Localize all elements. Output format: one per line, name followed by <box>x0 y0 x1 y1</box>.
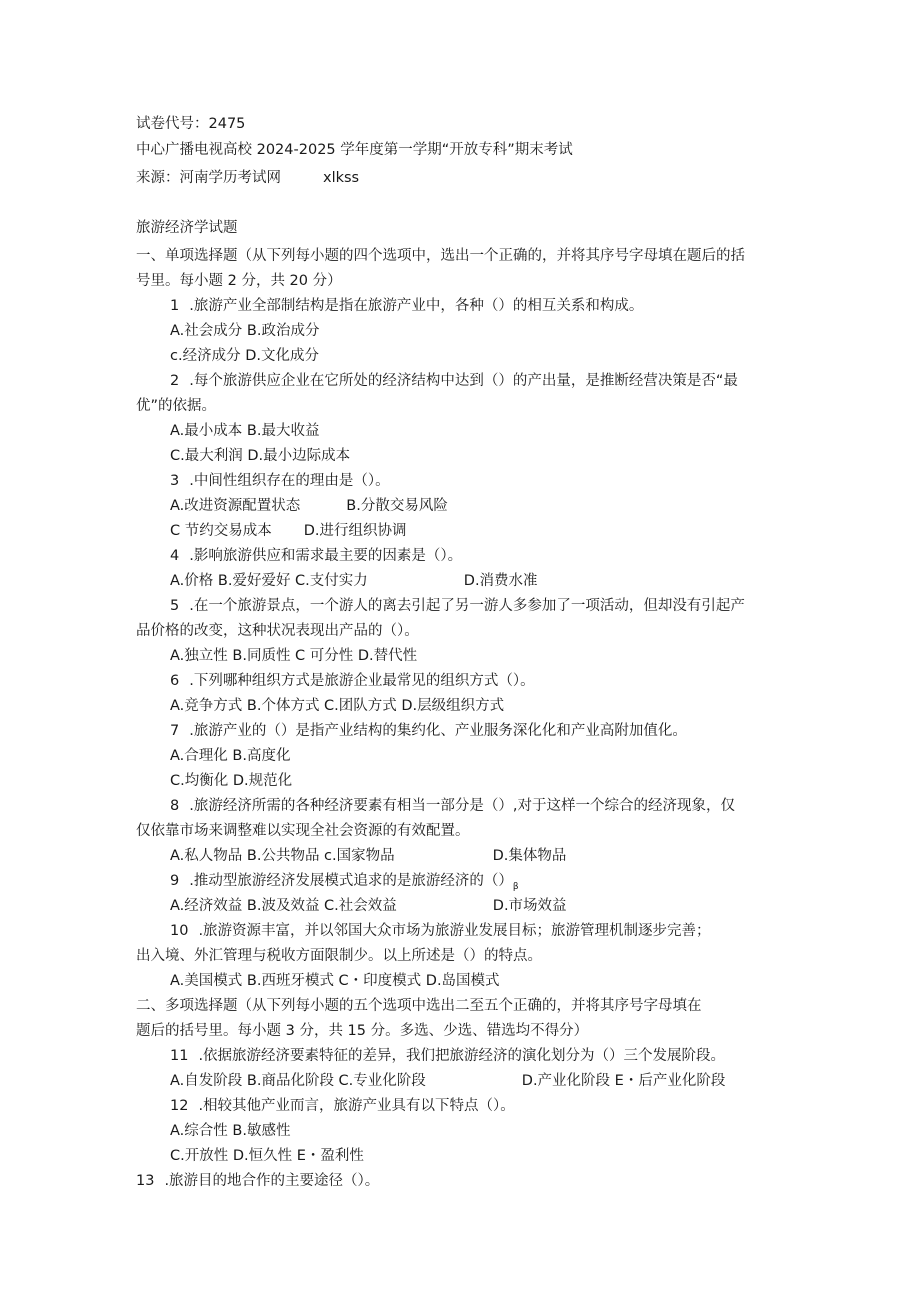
options-3a: A.改进资源配置状态 B.分散交易风险 <box>170 498 448 514</box>
paper-code: 试卷代号：2475 <box>136 116 246 132</box>
question-13: 13 .旅游目的地合作的主要途径（）。 <box>136 1173 380 1189</box>
question-9: 9 .推动型旅游经济发展模式追求的是旅游经济的$()_\beta$ <box>170 873 519 892</box>
options-3b: C 节约交易成本 D.进行组织协调 <box>170 523 407 539</box>
question-2-cont: 优”的依据。 <box>136 398 217 414</box>
source-label: 来源：河南学历考试网 <box>136 170 281 186</box>
question-8-cont: 仅依靠市场来调整难以实现全社会资源的有效配置。 <box>136 823 470 839</box>
question-6: 6 .下列哪种组织方式是旅游企业最常见的组织方式（）。 <box>170 673 535 689</box>
options-5: A.独立性 B.同质性 C 可分性 D.替代性 <box>170 648 418 664</box>
exam-title: 中心广播电视高校 2024-2025 学年度第一学期“开放专科”期末考试 <box>136 142 573 158</box>
options-1a: A.社会成分 B.政治成分 <box>170 323 320 339</box>
section2-heading-line1: 二、多项选择题（从下列每小题的五个选项中选出二至五个正确的，并将其序号字母填在 <box>136 998 702 1014</box>
options-2a: A.最小成本 B.最大收益 <box>170 423 320 439</box>
section2-heading-line2: 题后的括号里。每小题 3 分，共 15 分。多选、少选、错选均不得分） <box>136 1023 589 1039</box>
options-12a: A.综合性 B.敏感性 <box>170 1123 291 1139</box>
question-3: 3 .中间性组织存在的理由是（）。 <box>170 473 390 489</box>
options-6: A.竞争方式 B.个体方式 C.团队方式 D.层级组织方式 <box>170 698 505 714</box>
options-7a: A.合理化 B.高度化 <box>170 748 291 764</box>
question-10: 10 .旅游资源丰富，并以邻国大众市场为旅游业发展目标；旅游管理机制逐步完善； <box>170 923 711 939</box>
question-2: 2 .每个旅游供应企业在它所处的经济结构中达到（）的产出量，是推断经营决策是否“最 <box>170 373 738 389</box>
options-1b: c.经济成分 D.文化成分 <box>170 348 319 364</box>
options-12b: C.开放性 D.恒久性 E・盈利性 <box>170 1148 364 1164</box>
source-tag: xlkss <box>323 170 360 186</box>
question-10-cont: 出入境、外汇管理与税收方面限制少。以上所述是（）的特点。 <box>136 948 542 964</box>
options-10: A.美国模式 B.西班牙模式 C・印度模式 D.岛国模式 <box>170 973 500 989</box>
question-7: 7 .旅游产业的（）是指产业结构的集约化、产业服务深化化和产业高附加值化。 <box>170 723 687 739</box>
question-11: 11 .依据旅游经济要素特征的差异，我们把旅游经济的演化划分为（）三个发展阶段。 <box>170 1048 726 1064</box>
section1-heading-line2: 号里。每小题 2 分，共 20 分） <box>136 273 342 289</box>
question-8: 8 .旅游经济所需的各种经济要素有相当一部分是（）,对于这样一个综合的经济现象，仅 <box>170 798 735 814</box>
question-1: 1 .旅游产业全部制结构是指在旅游产业中，各种（）的相互关系和构成。 <box>170 298 644 314</box>
options-7b: C.均衡化 D.规范化 <box>170 773 293 789</box>
options-11: A.自发阶段 B.商品化阶段 C.专业化阶段 D.产业化阶段 E・后产业化阶段 <box>170 1073 726 1089</box>
options-2b: C.最大利润 D.最小边际成本 <box>170 448 351 464</box>
section1-heading-line1: 一、单项选择题（从下列每小题的四个选项中，选出一个正确的，并将其序号字母填在题后的括 <box>136 248 745 264</box>
question-12: 12 .相较其他产业而言，旅游产业具有以下特点（）。 <box>170 1098 515 1114</box>
subject-title: 旅游经济学试题 <box>136 220 238 236</box>
question-5-cont: 品价格的改变，这种状况表现出产品的（）。 <box>136 623 419 639</box>
question-4: 4 .影响旅游供应和需求最主要的因素是（）。 <box>170 548 463 564</box>
source-line <box>136 168 359 188</box>
options-9: A.经济效益 B.波及效益 C.社会效益 D.市场效益 <box>170 898 567 914</box>
options-4: A.价格 B.爱好爱好 C.支付实力 D.消费水准 <box>170 573 538 589</box>
question-5: 5 .在一个旅游景点，一个游人的离去引起了另一游人多参加了一项活动，但却没有引起产 <box>170 598 745 614</box>
options-8: A.私人物品 B.公共物品 c.国家物品 D.集体物品 <box>170 848 567 864</box>
